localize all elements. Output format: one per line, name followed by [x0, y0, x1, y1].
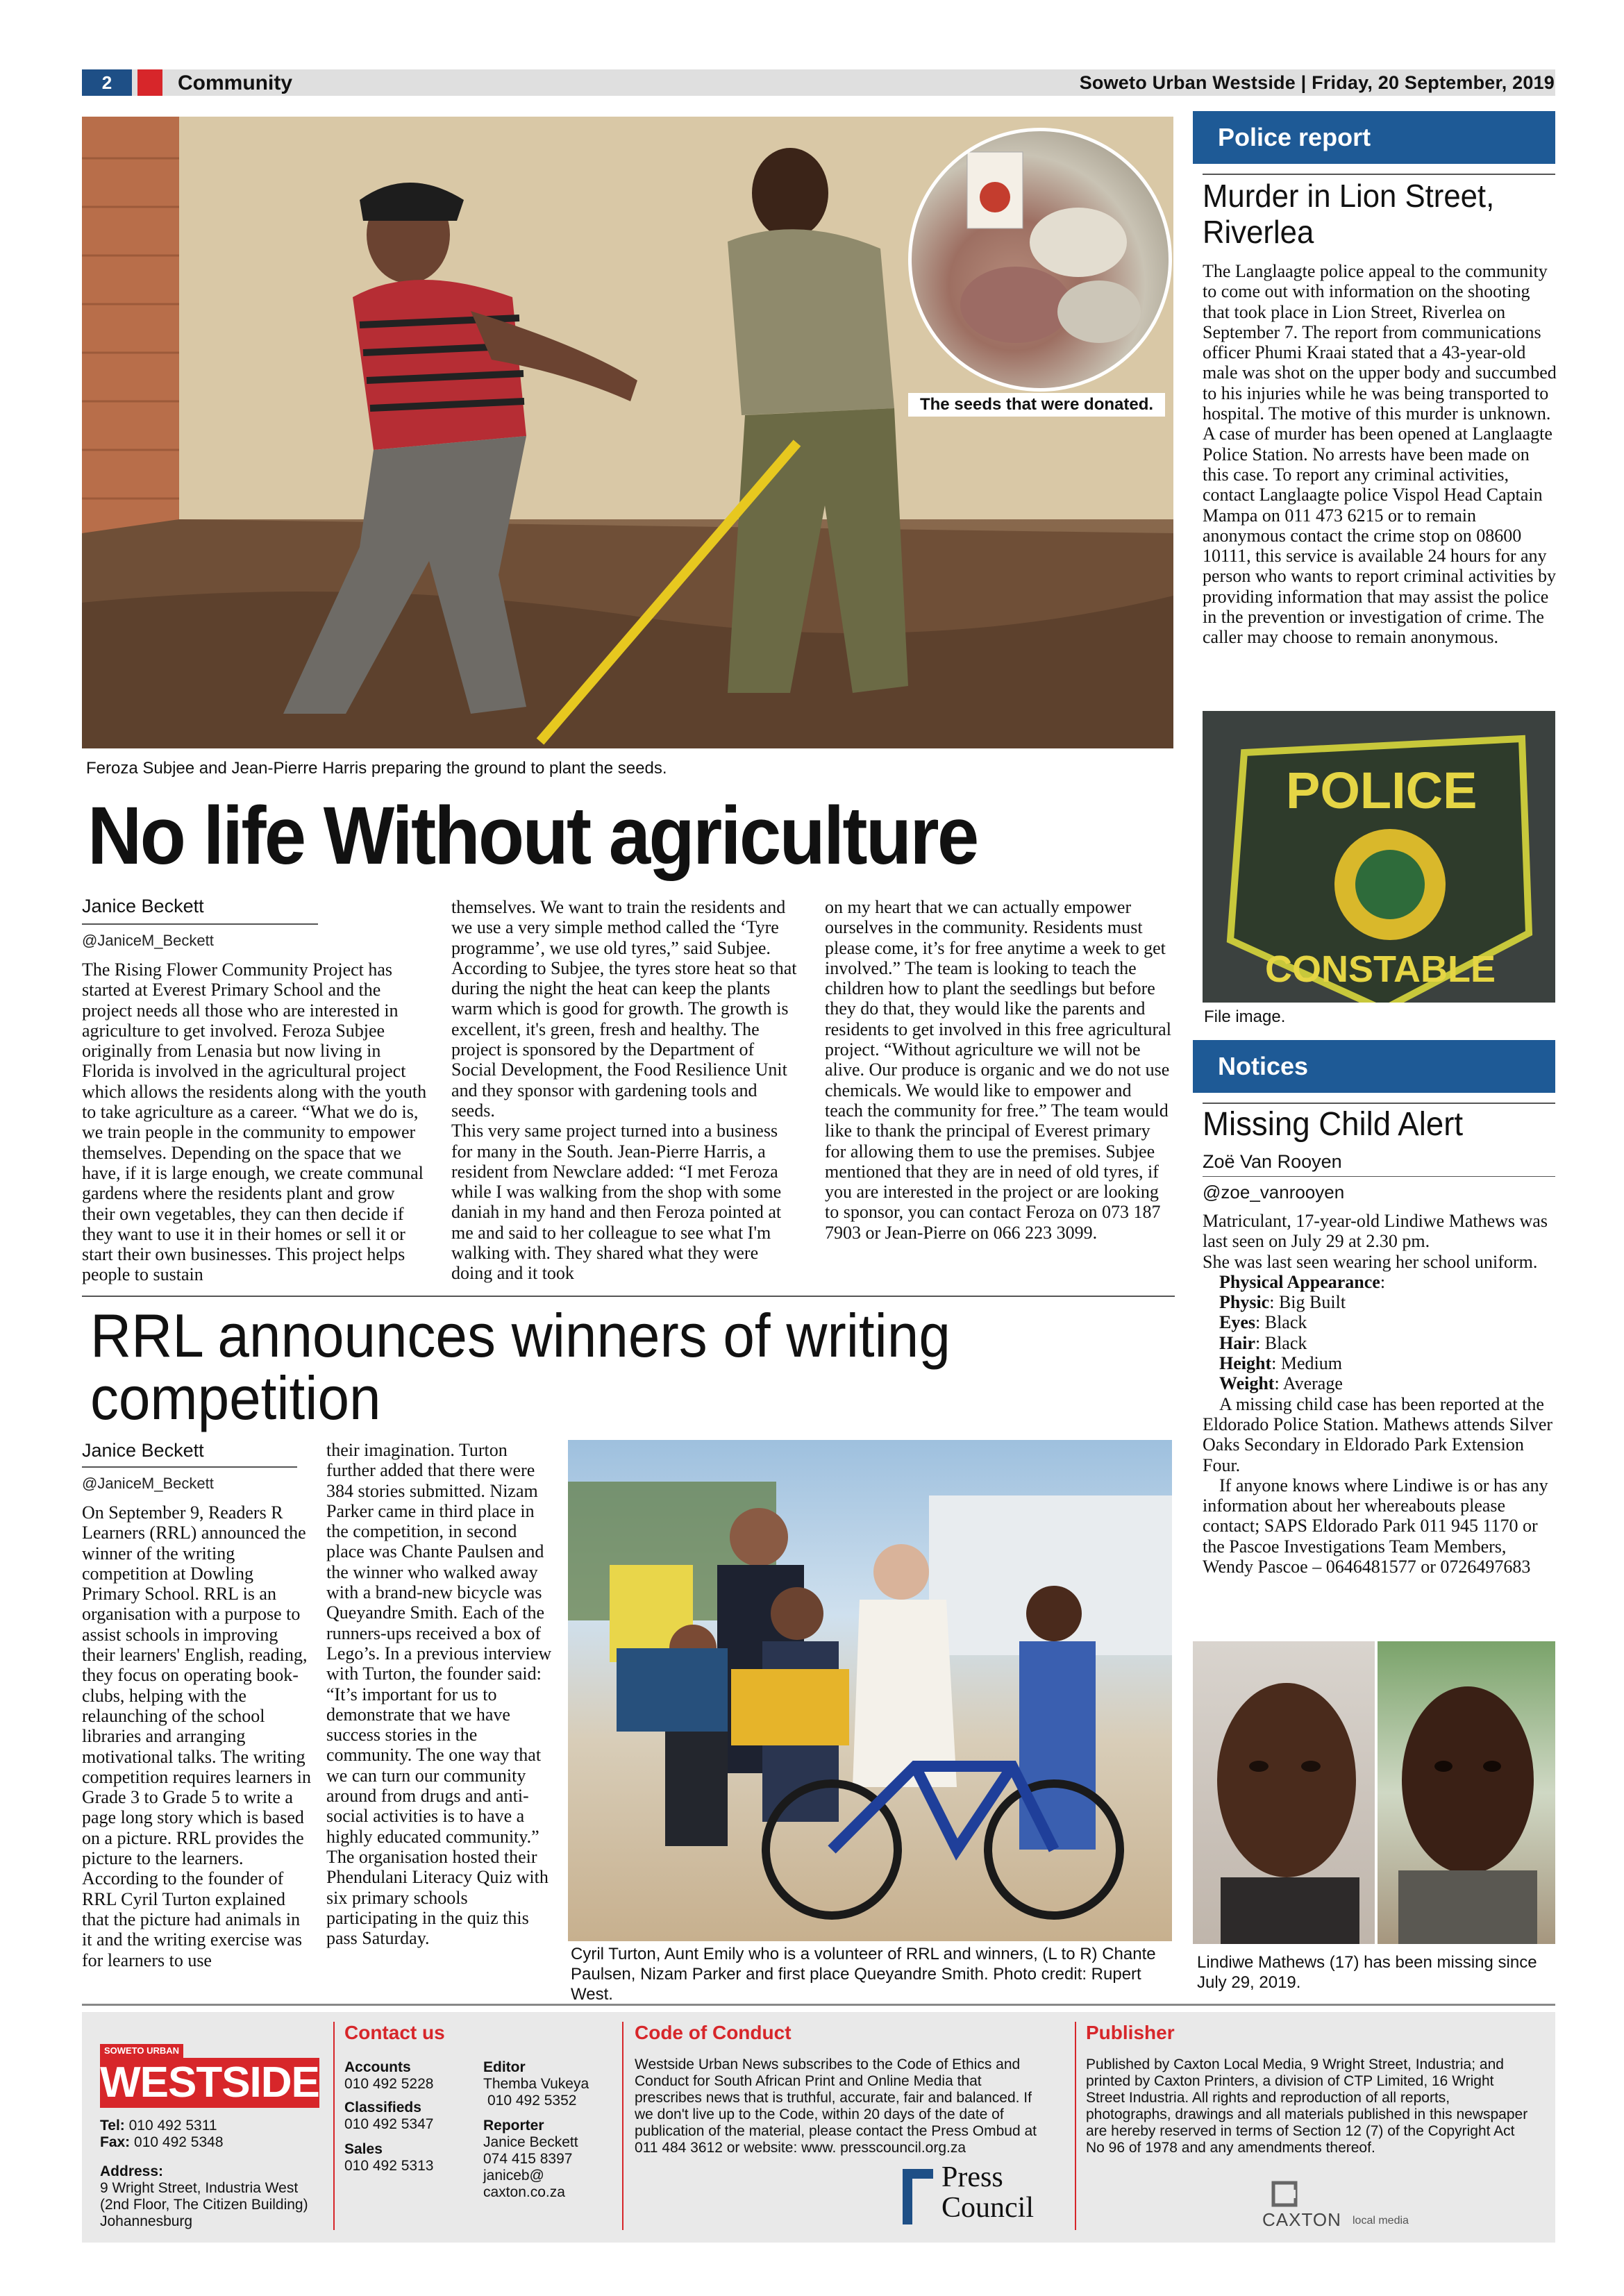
press-council-line-2: Council — [941, 2192, 1034, 2224]
second-handle: @JaniceM_Beckett — [82, 1475, 214, 1492]
missing-child-photo-2 — [1378, 1641, 1555, 1944]
seed-bags-illustration — [912, 131, 1169, 388]
section-accent — [137, 69, 162, 96]
notices-intro-2: She was last seen wearing her school uniform. — [1203, 1251, 1538, 1272]
trait-label: Hair — [1219, 1332, 1255, 1353]
main-photo-caption: Feroza Subjee and Jean-Pierre Harris preparing the ground to plant the seeds. — [86, 759, 667, 778]
publisher-text: Published by Caxton Local Media, 9 Wright Street, Industria; and printed by Caxton Printers, a division of CTP Limited, 16 Wright Street Industria. All rights and reproduction of all reports, photographs, drawings and all materials published in this newspaper are hereby reserved in terms of Section 12 (7) of the Copyright Act No 96 of 1978 and any amendments thereof. — [1086, 2056, 1528, 2156]
editor-phone: 010 492 5352 — [487, 2093, 577, 2109]
trait-row: Weight: Average — [1219, 1373, 1343, 1394]
code-heading: Code of Conduct — [635, 2022, 792, 2043]
main-col-3: on my heart that we can actually empower ourselves in the community. Residents must please come, it’s for free anytime a week to get involved.” The team is looking to teach the children how to plant the seedlings but before they do that, they would like the parents and residents to get involved in this free agricultural project. “Without agriculture we will not be alive. Our produce is organic and we do not use chemicals. We would like to empower and teach the community for free.” The team would like to thank the principal of Everest primary for allowing them to use the premises. Subjee mentioned that they are in need of old tyres, if you are interested in the project or are looking to sponsor, you can contact Feroza on 073 187 7903 or Jean-Pierre on 066 223 3099. — [825, 897, 1171, 1243]
footer — [82, 2012, 1555, 2243]
caxton-name: CAXTON — [1262, 2209, 1341, 2230]
caxton-sub: local media — [1353, 2215, 1409, 2227]
sales-label: Sales — [344, 2141, 383, 2157]
classifieds-label: Classifieds — [344, 2100, 421, 2115]
portrait-2-illustration — [1378, 1641, 1555, 1944]
caxton-icon — [1271, 2180, 1298, 2208]
notices-intro: Matriculant, 17-year-old Lindiwe Mathews was last seen on July 29 at 2.30 pm. — [1203, 1211, 1548, 1252]
second-col-2: their imagination. Turton further added that there were 384 stories submitted. Nizam Parker came in third place in the competition, in second place was Chante Paulsen and the winner who walked away with a brand-new bicycle was Queyandre Smith. Each of the runners-ups received a box of Lego’s. In a previous interview with Turton, the founder said: “It’s important for us to demonstrate that we have success stories in the community. The one way that we can turn our community around from drugs and anti-social activities is to have a highly educated community.” The organisation hosted their Phendulani Literacy Quiz with six primary schools participating in the quiz this pass Saturday. — [326, 1440, 552, 1949]
trait-row: Hair: Black — [1219, 1332, 1307, 1353]
second-headline-line1: RRL announces winners of writing — [90, 1301, 951, 1370]
notices-rule — [1203, 1103, 1555, 1104]
police-photo-caption: File image. — [1204, 1007, 1286, 1026]
reporter-email-1: janiceb@ — [483, 2168, 544, 2184]
notices-box: Notices — [1193, 1040, 1555, 1093]
contact-heading: Contact us — [344, 2022, 445, 2043]
badge-bottom-text: CONSTABLE — [1265, 948, 1496, 990]
main-col-1: The Rising Flower Community Project has started at Everest Primary School and the project needs all those who are interested in agriculture to get involved. Feroza Subjee originally from Lenasia but now living in Florida is involved in the agricultural project which allows the residents along with the youth to take agriculture as a career. “What we do is, we train people in the community to empower themselves. Depending on the space that we have, if it is large enough, we create communal gardens where the residents plant and grow their own vegetables, they can then decide if they want to use it in their homes or sell it or start their own businesses. This project helps people to sustain — [82, 960, 427, 1285]
footer-divider-1 — [333, 2022, 335, 2230]
accounts-phone: 010 492 5228 — [344, 2076, 434, 2092]
footer-divider-3 — [1075, 2022, 1076, 2230]
caxton-logo — [1262, 2180, 1443, 2236]
main-handle: @JaniceM_Beckett — [82, 932, 214, 949]
police-headline: Murder in Lion Street, Riverlea — [1203, 178, 1495, 250]
trait-value: Black — [1264, 1332, 1307, 1353]
sales-phone: 010 492 5313 — [344, 2158, 434, 2174]
appearance-label: Physical Appearance — [1219, 1271, 1380, 1292]
footer-top-rule — [82, 2004, 1555, 2006]
notices-para-1: A missing child case has been reported at the Eldorado Police Station. Mathews attends Silver Oaks Secondary in Eldorado Park Extension Four. — [1203, 1393, 1553, 1475]
reporter-name: Janice Beckett — [483, 2134, 578, 2150]
tel-label: Tel: — [100, 2118, 125, 2134]
second-headline-line2: competition — [90, 1364, 381, 1432]
second-author: Janice Beckett — [82, 1440, 204, 1461]
portrait-1-illustration — [1193, 1641, 1375, 1944]
group-with-bicycle-illustration — [568, 1440, 1172, 1941]
trait-value: Average — [1282, 1373, 1343, 1394]
publisher-heading: Publisher — [1086, 2022, 1175, 2043]
inset-caption: The seeds that were donated. — [908, 393, 1165, 417]
story-divider — [82, 1296, 1175, 1297]
westside-logo: WESTSIDE — [100, 2059, 319, 2106]
fax-label: Fax: — [100, 2134, 131, 2150]
rrl-photo-caption: Cyril Turton, Aunt Emily who is a volunteer of RRL and winners, (L to R) Chante Paulsen, Nizam Parker and first place Queyandre Smith. Photo credit: Rupert West. — [571, 1945, 1156, 2004]
main-col-2: themselves. We want to train the residents and we use a very simple method called the ‘Tyre programme’, we use old tyres,” said Subjee. According to Subjee, the tyres store heat so that during the night the heat can keep the plants warm which is good for growth. The growth is excellent, it's green, fresh and healthy. The project is sponsored by the Department of Social Development, the Food Resilience Unit and they sponsor with gardening tools and seeds. This very same project turned into a business for many in the South. Jean-Pierre Harris, a resident from Newclare added: “I met Feroza while I was walking from the shop with some daniah in my hand and then Feroza pointed at me and said to her colleague to see what I'm walking with. They shared what they were doing and it took — [451, 897, 797, 1284]
trait-row: Height: Medium — [1219, 1353, 1342, 1374]
notices-author: Zoë Van Rooyen — [1203, 1151, 1342, 1172]
police-badge-photo — [1203, 711, 1555, 1003]
badge-top-text: POLICE — [1286, 762, 1477, 819]
reporter-phone: 074 415 8397 — [483, 2151, 573, 2167]
reporter-email-2: caxton.co.za — [483, 2184, 565, 2200]
page-number: 2 — [82, 69, 132, 96]
trait-row: Eyes: Black — [1219, 1312, 1307, 1333]
trait-value: Big Built — [1278, 1292, 1346, 1313]
trait-label: Height — [1219, 1353, 1272, 1374]
logo-small: SOWETO URBAN — [100, 2044, 183, 2058]
main-photo — [82, 117, 1173, 748]
second-col-1: On September 9, Readers R Learners (RRL) announced the winner of the writing competition at Dowling Primary School. RRL is an organisation with a purpose to assist schools in improving their learners' English, reading, they focus on operating book-clubs, helping with the relaunching of the school libraries and arranging motivational talks. The writing competition requires learners in Grade 3 to Grade 5 to write a page long story which is based on a picture. RRL provides the picture to the learners. According to the founder of RRL Cyril Turton explained that the picture had animals in it and the writing exercise was for learners to use — [82, 1502, 311, 1970]
second-byline-rule — [82, 1466, 297, 1468]
trait-label: Weight — [1219, 1373, 1275, 1394]
police-report-box: Police report — [1193, 111, 1555, 164]
classifieds-phone: 010 492 5347 — [344, 2116, 434, 2132]
missing-child-photo-1 — [1193, 1641, 1375, 1944]
police-rule — [1203, 174, 1555, 175]
appearance-heading: Physical Appearance: — [1219, 1271, 1386, 1292]
fax-line — [100, 2134, 224, 2151]
missing-child-caption: Lindiwe Mathews (17) has been missing since July 29, 2019. — [1197, 1953, 1537, 1992]
dateline: Soweto Urban Westside | Friday, 20 September, 2019 — [1079, 72, 1555, 93]
notices-para-2: If anyone knows where Lindiwe is or has any information about her whereabouts please contact; SAPS Eldorado Park 011 945 1170 or the Pascoe Investigations Team Members, Wendy Pascoe – 0646481577 or 0726497683 — [1203, 1475, 1548, 1577]
editor-name: Themba Vukeya — [483, 2076, 589, 2092]
notices-headline: Missing Child Alert — [1203, 1106, 1464, 1143]
notices-handle: @zoe_vanrooyen — [1203, 1182, 1345, 1203]
code-text: Westside Urban News subscribes to the Code of Ethics and Conduct for South African Print and Online Media that prescribes news that is truthful, accurate, fair and balanced. If we don't live up to the Code, within 20 days of the date of publication of the material, please contact the Press Ombud at 011 484 3612 or website: www. presscouncil.org.za — [635, 2056, 1037, 2156]
trait-value: Black — [1264, 1312, 1307, 1333]
main-author: Janice Beckett — [82, 896, 204, 916]
address-value: 9 Wright Street, Industria West (2nd Floor, The Citizen Building) Johannesburg — [100, 2180, 308, 2229]
trait-label: Eyes — [1219, 1312, 1255, 1333]
editor-label: Editor — [483, 2059, 526, 2075]
police-badge-illustration — [1203, 711, 1555, 1003]
press-council-line-1: Press — [941, 2161, 1003, 2193]
byline-rule — [82, 923, 318, 925]
section-label: Community — [178, 72, 292, 94]
address-label: Address: — [100, 2163, 164, 2179]
accounts-label: Accounts — [344, 2059, 411, 2075]
notices-byline-rule — [1203, 1176, 1555, 1177]
trait-label: Physic — [1219, 1292, 1270, 1313]
press-council-logo — [898, 2159, 1058, 2229]
seeds-inset-photo — [908, 128, 1172, 392]
police-body: The Langlaagte police appeal to the community to come out with information on the shooting that took place in Lion Street, Riverlea on September 7. The report from communications officer Phumi Kraai stated that a 43-year-old male was shot on the upper body and succumbed to his injuries while he was being transported to hospital. The motive of this murder is unknown. A case of murder has been opened at Langlaagte Police Station. No arrests have been made on this case. To report any criminal activities, contact Langlaagte police Vispol Head Captain Mampa on 011 473 6215 or to remain anonymous contact the crime stop on 08600 10111, this service is available 24 hours for any person who wants to report criminal activities by providing information that may assist the police in the prevention or investigation of crime. The caller may choose to remain anonymous. — [1203, 261, 1557, 648]
rrl-winners-photo — [568, 1440, 1172, 1941]
tel-line — [100, 2118, 217, 2134]
main-headline: No life Without agriculture — [87, 790, 978, 882]
reporter-label: Reporter — [483, 2118, 544, 2134]
fax-value: 010 492 5348 — [134, 2134, 224, 2150]
tel-value: 010 492 5311 — [128, 2118, 217, 2134]
notices-content — [1203, 1211, 1557, 1577]
trait-value: Medium — [1280, 1353, 1342, 1374]
press-council-icon — [898, 2159, 940, 2229]
footer-divider-2 — [622, 2022, 623, 2230]
trait-row: Physic: Big Built — [1219, 1292, 1346, 1313]
